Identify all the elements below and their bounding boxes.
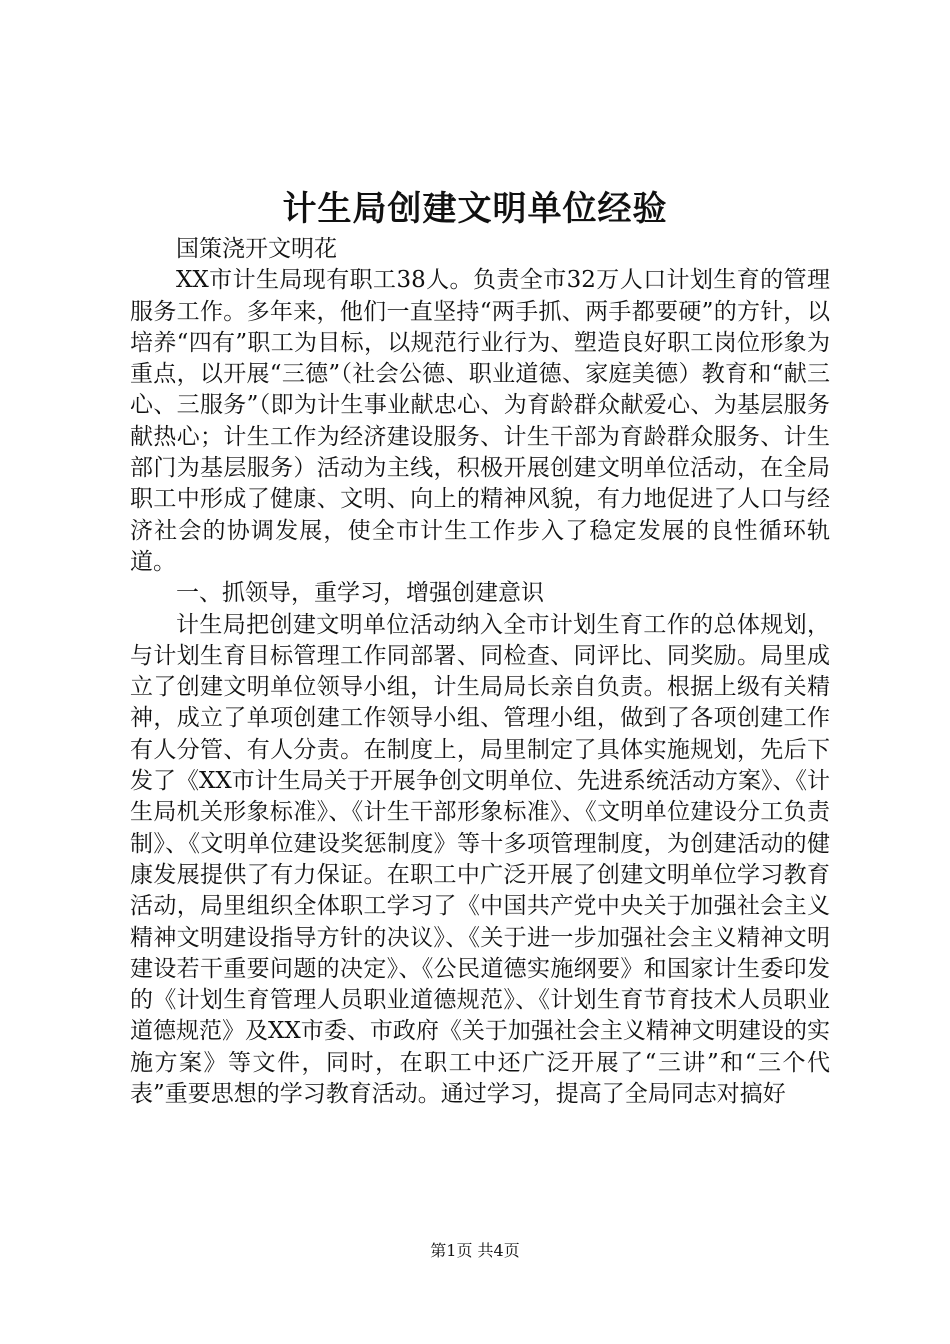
document-subtitle: 国策浇开文明花 [176,236,337,262]
document-title: 计生局创建文明单位经验 [282,189,668,229]
section-heading-1: 一、抓领导，重学习，增强创建意识 [176,580,544,607]
page-number-footer: 第1页 共4页 [430,1241,520,1260]
paragraph-intro: XX市计生局现有职工38人。负责全市32万人口计划生育的管理服务工作。多年来，他们一直坚持“两手抓、两手都要硬”的方针，以培养“四有”职工为目标，以规范行业行为、塑造良好职工岗位形象为重点，以开展“三德”（社会公德、职业道德、家庭美德）教育和“献三心、三服务”（即为计生事业献忠心、为育龄群众献爱心、为基层服务献热心；计生工作为经济建设服务、计生干部为育龄群众服务、计生部门为基层服务）活动为主线，积极开展创建文明单位活动，在全局职工中形成了健康、文明、向上的精神风貌，有力地促进了人口与经济社会的协调发展，使全市计生工作步入了稳定发展的良性循环轨道。 [130,267,830,575]
paragraph-section-1: 计生局把创建文明单位活动纳入全市计划生育工作的总体规划，与计划生育目标管理工作同部署、同检查、同评比、同奖励。局里成立了创建文明单位领导小组，计生局局长亲自负责。根据上级有关精神，成立了单项创建工作领导小组、管理小组，做到了各项创建工作有人分管、有人分责。在制度上，局里制定了具体实施规划，先后下发了《XX市计生局关于开展争创文明单位、先进系统活动方案》、《计生局机关形象标准》、《计生干部形象标准》、《文明单位建设分工负责制》、《文明单位建设奖惩制度》等十多项管理制度，为创建活动的健康发展提供了有力保证。在职工中广泛开展了创建文明单位学习教育活动，局里组织全体职工学习了《中国共产党中央关于加强社会主义精神文明建设指导方针的决议》、《关于进一步加强社会主义精神文明建设若干重要问题的决定》、《公民道德实施纲要》和国家计生委印发的《计划生育管理人员职业道德规范》、《计划生育节育技术人员职业道德规范》及XX市委、市政府《关于加强社会主义精神文明建设的实施方案》等文件，同时，在职工中还广泛开展了“三讲”和“三个代表”重要思想的学习教育活动。通过学习，提高了全局同志对搞好 [130,611,830,1108]
document-body [130,234,830,1110]
